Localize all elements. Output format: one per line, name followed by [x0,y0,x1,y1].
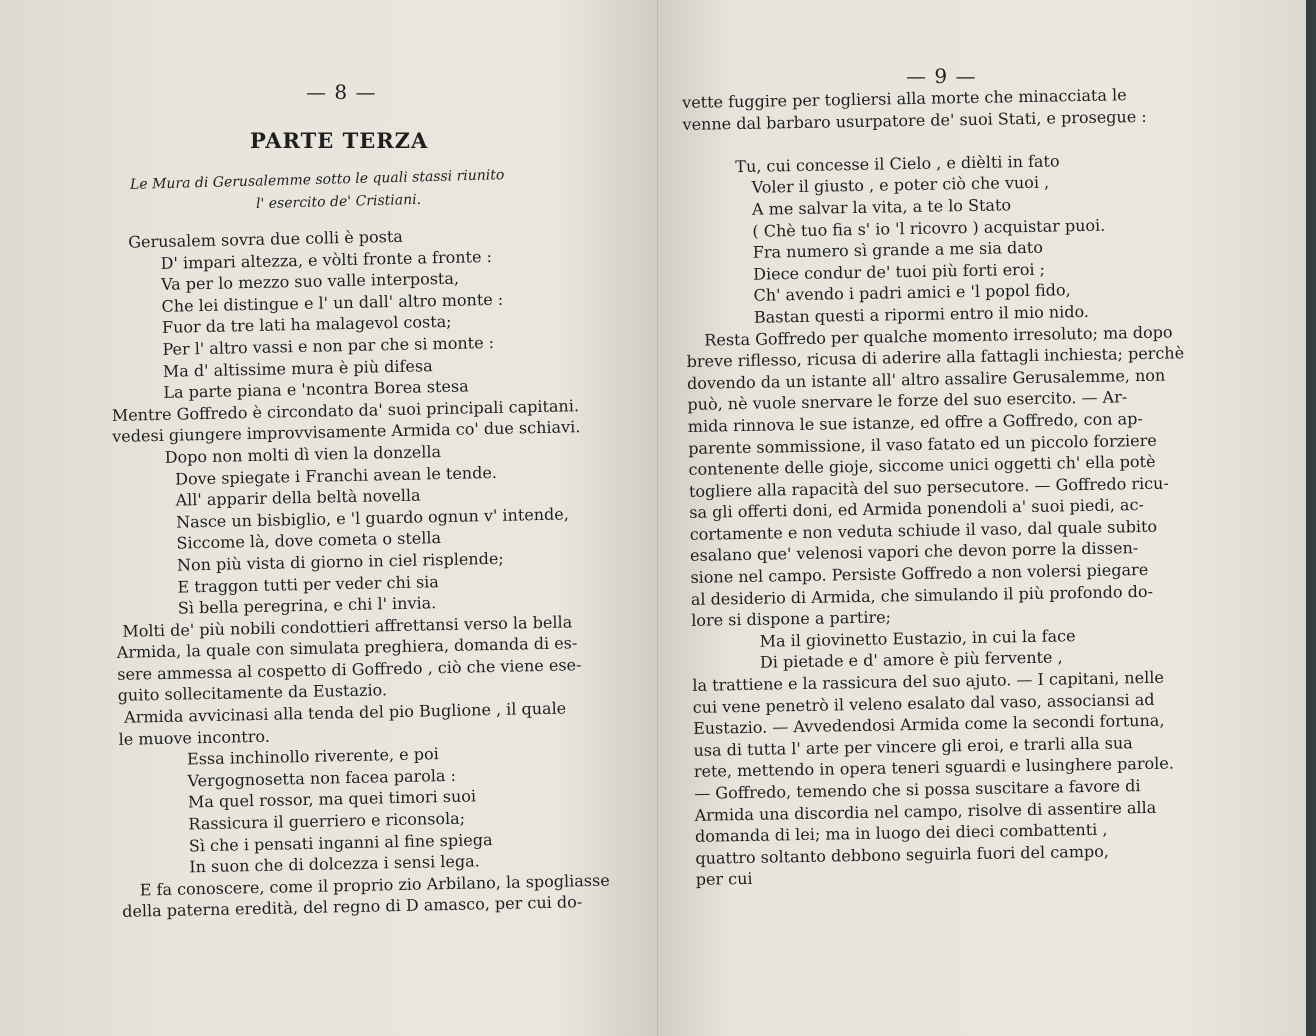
right-text-line: parente sommissione, il vaso fatato ed un piccolo forziere [688,430,1157,458]
right-text-line: Di pietade e d' amore è più fervente , [759,647,1063,673]
right-text-line: togliere alla rapacità del suo persecutore. — Goffredo ricu- [688,473,1169,501]
left-text-line: Gerusalem sovra due colli è posta [128,226,404,252]
right-text-line: dovendo da un istante all' altro assalire Gerusalemme, non [686,365,1166,393]
left-text-line: Ma quel rossor, ma quei timori suoi [187,786,477,812]
right-text-line: — Goffredo, temendo che si possa suscitare a favore di [694,776,1141,803]
right-text-line: Bastan questi a ripormi entro il mio nido. [753,301,1090,327]
left-text-line: E traggon tutti per veder chi sia [177,571,440,597]
right-text-line: sione nel campo. Persiste Goffredo a non volersi piegare [690,560,1149,587]
right-text-line: può, nè vuole snervare le forze del suo esercito. — Ar- [687,387,1128,415]
left-text-line: Molti de' più nobili condottieri affrettansi verso la bella [122,612,573,641]
right-text-line: breve riflesso, ricusa di aderire alla fattagli inchiesta; perchè [686,343,1185,372]
left-text-line: della paterna eredità, del regno di D amasco, per cui do- [122,892,583,922]
left-text-line: Fuor da tre lati ha malagevol costa; [161,312,452,338]
page-number-right: — 9 — [906,64,977,88]
page-number-left: — 8 — [306,80,377,104]
left-text-line: le muove incontro. [118,726,271,749]
right-text-line: cui vene penetrò il veleno esalato dal vaso, associansi ad [692,689,1155,717]
right-text-column [682,83,1193,891]
book-edge [1306,0,1316,1036]
left-text-line: Sì bella peregrina, e chi l' invia. [177,593,437,618]
left-text-line: Siccome là, dove cometa o stella [176,528,442,553]
left-text-line: Non più vista di giorno in ciel risplende; [176,548,504,575]
right-text-line: Tu, cui concesse il Cielo , e dièlti in fato [735,151,1060,176]
right-text-line: cortamente e non veduta schiude il vaso, dal quale subito [689,516,1158,544]
right-text-line: al desiderio di Armida, che simulando il più profondo do- [690,581,1154,609]
right-text-line: contenente delle gioje, siccome unici oggetti ch' ella potè [688,451,1156,480]
left-text-line: E fa conoscere, come il proprio zio Arbilano, la spogliasse [139,870,610,900]
right-text-line: Armida una discordia nel campo, risolve di assentire alla [694,797,1157,825]
left-text-line: Vergognosetta non facea parola : [187,765,457,791]
right-text-line: sa gli offerti doni, ed Armida ponendoli a' suoi piedi, ac- [689,495,1145,523]
left-text-line: Va per lo mezzo suo valle interposta, [160,268,460,295]
left-text-column [108,222,610,923]
left-text-line: guito sollecitamente da Eustazio. [117,680,388,706]
right-text-line: A me salvar la vita, a te lo Stato [751,195,1012,219]
left-text-line: vedesi giungere improvvisamente Armida co' due schiavi. [112,417,581,447]
left-text-line: D' impari altezza, e vòlti fronte a fronte : [160,246,493,273]
left-text-line: In suon che di dolcezza i sensi lega. [189,851,480,877]
left-text-line: Dopo non molti dì vien la donzella [164,442,442,467]
left-text-line: All' apparir della beltà novella [175,485,421,510]
left-text-line: Sì che i pensati inganni al fine spiega [188,829,493,856]
left-text-line: La parte piana e 'ncontra Borea stesa [163,376,469,403]
left-text-line: Per l' altro vassi e non par che si monte : [162,332,495,359]
right-page [658,0,1306,1036]
right-text-line: quattro soltanto debbono seguirla fuori del campo, [695,841,1110,868]
right-text-line: Fra numero sì grande a me sia dato [752,237,1044,262]
right-text-line: Diece condur de' tuoi più forti eroi ; [753,259,1046,284]
right-text-line: Ma il giovinetto Eustazio, in cui la face [759,626,1076,651]
left-text-line: Ma d' altissime mura è più difesa [162,355,433,381]
right-text-line: rete, mettendo in opera teneri sguardi e lusinghere parole. [693,753,1174,782]
right-text-line: per cui [695,869,753,890]
right-text-line: Eustazio. — Avvedendosi Armida come la secondi fortuna, [692,710,1165,739]
caption-line-2: l' esercito de' Cristiani. [255,191,422,213]
right-text-line: venne dal barbaro usurpatore de' suoi Stati, e prosegue : [682,106,1147,134]
left-text-line: Rassicura il guerriero e riconsola; [188,808,466,834]
right-text-line: Voler il giusto , e poter ciò che vuoi , [751,172,1050,198]
caption-line-1: Le Mura di Gerusalemme sotto le quali stassi riunito [129,167,505,193]
left-text-line: Armida avvicinasi alla tenda del pio Buglione , il quale [123,698,567,727]
left-text-line: sere ammessa al cospetto di Goffredo , ciò che viene ese- [117,655,582,684]
left-text-line: Dove spiegate i Franchi avean le tende. [174,462,498,489]
left-text-line: Mentre Goffredo è circondato da' suoi principali capitani. [111,395,580,425]
right-text-line: mida rinnova le sue istanze, ed offre a Goffredo, con ap- [687,408,1143,436]
right-text-line: la trattiene e la rassicura del suo ajuto. — I capitani, nelle [692,667,1164,695]
left-text-line: Armida, la quale con simulata preghiera, domanda di es- [116,633,578,663]
left-text-line: Nasce un bisbiglio, e 'l guardo ognun v' intende, [175,504,570,532]
right-text-line: Ch' avendo i padri amici e 'l popol fido, [753,280,1071,306]
right-text-line: domanda di lei; ma in luogo dei dieci combattenti , [694,819,1108,847]
right-text-line: usa di tutta l' arte per vincere gli eroi, e trarli alla sua [693,733,1133,760]
left-text-line: Che lei distingue e l' un dall' altro monte : [161,289,504,316]
right-text-line: vette fuggire per togliersi alla morte che minacciata le [682,85,1127,112]
right-text-line: ( Chè tuo fia s' io 'l ricovro ) acquistar puoi. [752,215,1106,241]
right-text-line: Resta Goffredo per qualche momento irresoluto; ma dopo [704,322,1173,350]
right-text-line: lore si dispone a partire; [691,607,892,631]
left-text-line: Essa inchinollo riverente, e poi [186,744,439,769]
right-text-line: esalano que' velenosi vapori che devon porre la dissen- [689,538,1139,566]
page-title: PARTE TERZA [250,128,429,153]
